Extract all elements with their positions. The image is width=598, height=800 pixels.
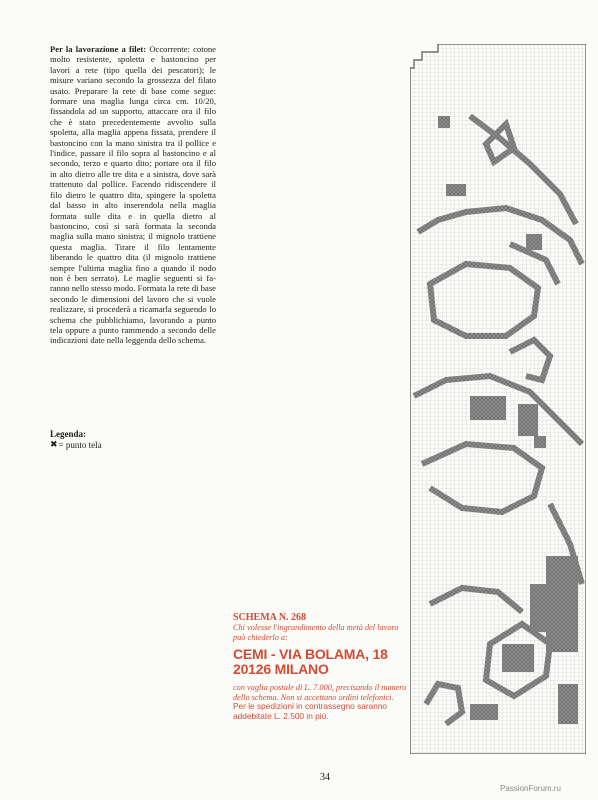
chart-bud (534, 436, 546, 448)
schema-title: SCHEMA N. 268 (233, 612, 307, 623)
legend-item (50, 440, 102, 450)
instructions-paragraph (50, 44, 216, 346)
legend-title: Legenda: (50, 429, 86, 439)
schema-intro: Chi volesse l'ingrandimento della metà del lavoro può chiederlo a: (233, 623, 399, 642)
order-address-city: 20126 MILANO (233, 661, 329, 678)
filet-chart (410, 44, 586, 754)
chart-rose-core (502, 644, 534, 672)
instructions-text (50, 44, 216, 346)
chart-flower-1 (470, 396, 506, 420)
watermark: PassionForum.ru (500, 784, 561, 793)
legend-label: = punto tela (58, 440, 102, 450)
shipping-note: Per le spedizioni in contrassegno saranno addebitate L. 2.500 in più. (233, 701, 388, 721)
chart-leaf-5 (438, 116, 450, 128)
order-details: con vaglia postale di L. 7.000, precisando il numero dello schema. Non si accettano ordini telefonici. (233, 683, 407, 702)
order-address-street: CEMI - VIA BOLAMA, 18 (233, 646, 388, 663)
page-number: 34 (320, 772, 330, 783)
chart-leaf-6 (558, 684, 578, 724)
cross-stitch-icon: ✖ (50, 440, 57, 450)
chart-leaf-4 (470, 704, 498, 720)
order-info (233, 612, 411, 722)
chart-flower-2 (518, 404, 538, 436)
instructions-body: Occorrente: cotone molto resistente, spoletta e bastoncino per lavori a rete (tipo quella dei pescatori); le misure variano secondo la grossezza del filato usato. Preparare la rete di base come segue: formare una maglia lunga circa cm. 10/20, fissandola ad un supporto, attaccare ora il filo che è stato precedentemente avvolto sulla spoletta, alla maglia appena fissata, prendere il bastoncino con la mano sinistra tra il pollice e l'indice, passare il filo sopra al bastoncino e al secondo, terzo e quarto dito; portare ora il filo in alto dietro alle tre dita e a sinistra, dove sarà trattenuto dal pollice. Facendo ridiscendere il filo dietro le quattro dita, spingere la spoletta dal basso in alto inserendola nella maglia formata sulle dita e in quella dietro al bastoncino, così si sarà formata la seconda maglia sulla mano sinistra; il mignolo trattiene questa maglia. Tirare il filo lentamente liberando le quattro dita (il mignolo trattiene sempre l'ultima maglia fino a quando il nodo non è ben serrato). Le maglie seguenti si faranno nello stesso modo. Formata la rete di base secondo le dimensioni del lavoro che si vuole realizzare, si procederà a ricamarla seguendo lo schema che pubblichiamo, lavorando a punto tela oppure a punto rammendo a secondo delle indicazioni date nella leggenda dello schema. (50, 44, 216, 346)
chart-leaf-3 (530, 584, 546, 632)
chart-leaf-1 (446, 184, 466, 196)
instructions-lead: Per la lavorazione a filet: (50, 44, 147, 54)
chart-leaf-2 (526, 234, 542, 250)
chart-leaf-large (546, 556, 578, 652)
